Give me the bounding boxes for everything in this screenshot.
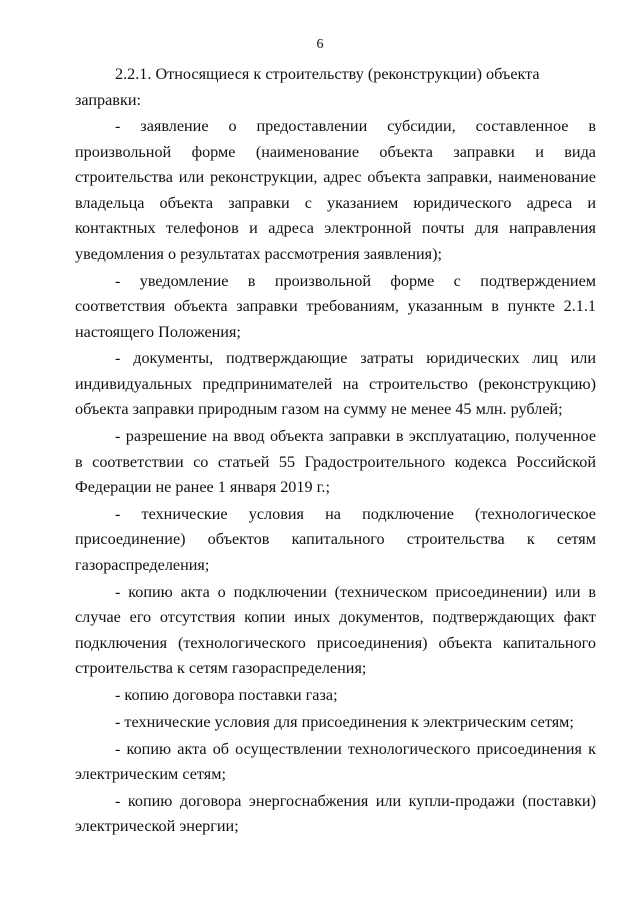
list-item-commissioning-permit: - разрешение на ввод объекта заправки в эксплуатацию, полученное в соответствии со статьей 55 Градостроительного кодекса Российской Федерации не ранее 1 января 2019 г.;: [75, 427, 596, 497]
section-heading-2-2-1: 2.2.1. Относящиеся к строительству (реконструкции) объекта заправки:: [75, 65, 540, 109]
list-item-cost-documents: - документы, подтверждающие затраты юридических лиц или индивидуальных предпринимателей на строительство (реконструкцию) объекта заправки природным газом на сумму не менее 45 млн. рублей;: [75, 349, 596, 419]
list-item-gas-connection-conditions: - технические условия на подключение (технологическое присоединение) объектов капитального строительства к сетям газораспределения;: [75, 504, 596, 574]
list-item-notification: - уведомление в произвольной форме с подтверждением соответствия объекта заправки требованиям, указанным в пункте 2.1.1 настоящего Положения;: [75, 271, 596, 341]
list-item-gas-connection-act: - копию акта о подключении (техническом присоединении) или в случае его отсутствия копии иных документов, подтверждающих факт подключения (технологического присоединения) объекта капитального строительства к сетям газораспределения;: [75, 582, 596, 678]
list-item-electric-connection-act: - копию акта об осуществлении технологического присоединения к электрическим сетям;: [75, 739, 596, 784]
page-number: 6: [316, 37, 324, 52]
list-item-electric-connection-conditions: - технические условия для присоединения к электрическим сетям;: [115, 712, 574, 731]
list-item-energy-supply-contract: - копию договора энергоснабжения или купли-продажи (поставки) электрической энергии;: [75, 791, 596, 836]
list-item-gas-supply-contract: - копию договора поставки газа;: [115, 686, 338, 705]
document-body: [75, 62, 596, 841]
list-item-application: - заявление о предоставлении субсидии, составленное в произвольной форме (наименование объекта заправки и вида строительства или реконструкции, адрес объекта заправки, наименование владельца объекта заправки с указанием юридического адреса и контактных телефонов и адреса электронной почты для направления уведомления о результатах рассмотрения заявления);: [75, 117, 596, 263]
